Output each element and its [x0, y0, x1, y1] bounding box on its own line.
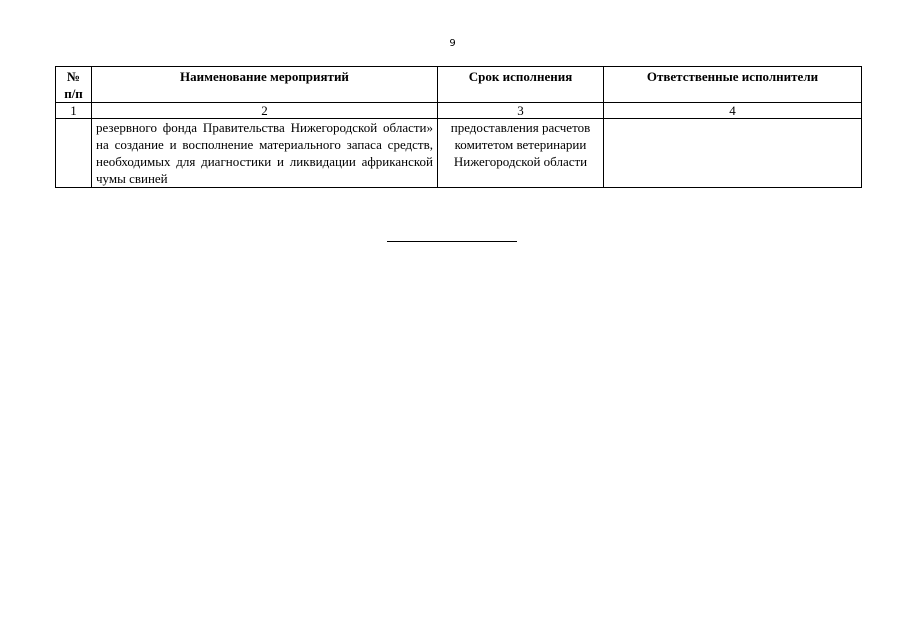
closing-rule — [387, 241, 517, 242]
header-num: № п/п — [56, 67, 92, 103]
column-number-1: 1 — [56, 103, 92, 119]
row-responsible-cell — [604, 119, 862, 188]
header-responsible: Ответственные исполнители — [604, 67, 862, 103]
header-name: Наименование мероприятий — [92, 67, 438, 103]
table-row — [56, 119, 862, 188]
column-number-row — [56, 103, 862, 119]
row-name-cell: резервного фонда Правительства Нижегородской области» на создание и восполнение материального запаса средств, необходимых для диагностики и ликвидации африканской чумы свиней — [92, 119, 438, 188]
header-term: Срок исполнения — [438, 67, 604, 103]
page-number: 9 — [449, 38, 456, 49]
column-number-4: 4 — [604, 103, 862, 119]
column-number-3: 3 — [438, 103, 604, 119]
table-header-row — [56, 67, 862, 103]
column-number-2: 2 — [92, 103, 438, 119]
row-num-cell — [56, 119, 92, 188]
row-term-cell: предоставления расчетов комитетом ветеринарии Нижегородской области — [438, 119, 604, 188]
measures-table — [55, 66, 862, 188]
